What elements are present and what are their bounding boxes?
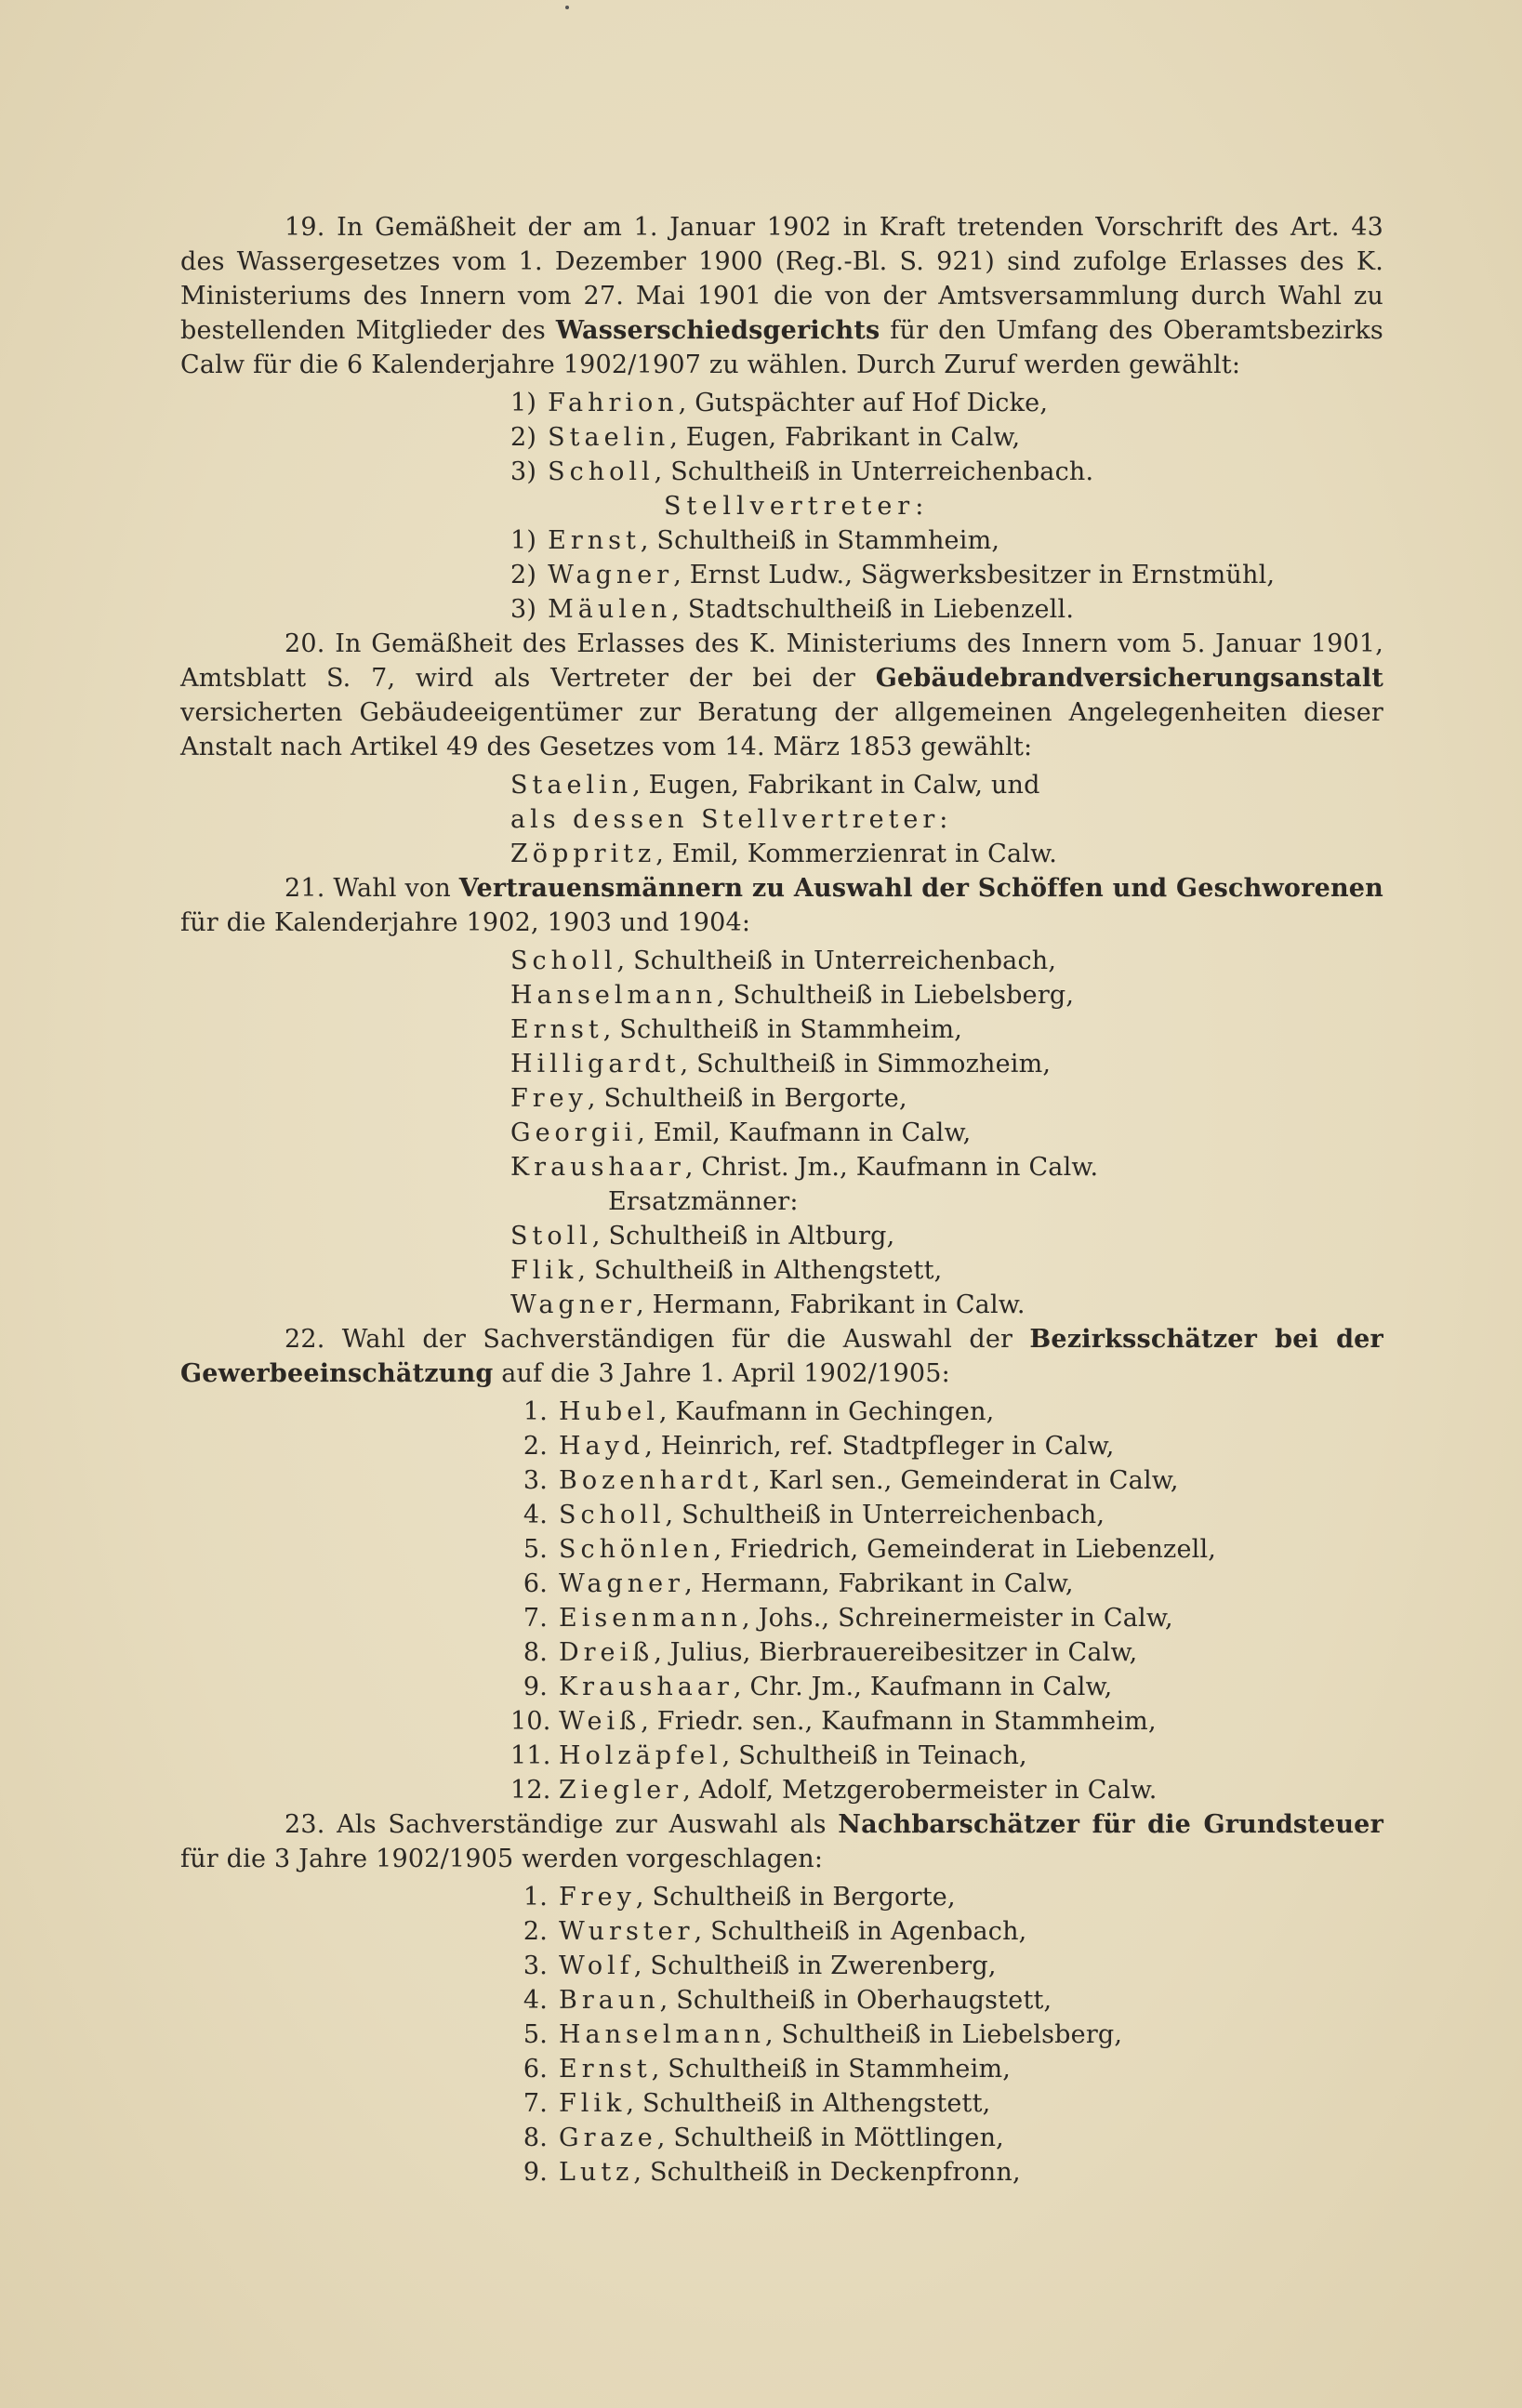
list-item	[510, 1601, 1383, 1635]
document-body	[180, 210, 1383, 2190]
list-rest: , Friedr. sen., Kaufmann in Stammheim,	[641, 1707, 1157, 1736]
list-rest: , Schultheiß in Althengstett,	[577, 1256, 943, 1285]
list-name: Bozenhardt	[559, 1466, 753, 1495]
list-name: Georgii	[510, 1118, 638, 1147]
list-name: Hanselmann	[510, 981, 717, 1010]
list-num: 10.	[510, 1707, 551, 1736]
list-num: 7.	[523, 2089, 548, 2118]
list-item	[510, 1670, 1383, 1704]
list-name: Stoll	[510, 1222, 592, 1250]
list-item	[510, 1914, 1383, 1949]
list-name: Lutz	[559, 2158, 634, 2187]
list-rest: , Schultheiß in Möttlingen,	[656, 2124, 1004, 2152]
list-num: 9.	[523, 2158, 548, 2187]
list-item	[510, 455, 1383, 489]
paragraph-20-bold: Gebäudebrandversicherungsanstalt	[875, 664, 1383, 693]
list-num: 12.	[510, 1776, 551, 1805]
list-num: 1)	[510, 526, 537, 555]
list-item	[510, 1116, 1383, 1150]
list-rest: , Schultheiß in Liebelsberg,	[764, 2020, 1123, 2049]
list-item	[510, 1081, 1383, 1116]
list-item	[510, 1635, 1383, 1670]
list-item	[510, 1219, 1383, 1253]
list-rest: , Hermann, Fabrikant in Calw,	[684, 1569, 1074, 1598]
list-item	[510, 2018, 1383, 2052]
list-num: 1)	[510, 389, 537, 417]
list-num: 8.	[523, 2124, 548, 2152]
paragraph-21	[180, 871, 1383, 940]
list-rest: , Schultheiß in Oberhaugstett,	[659, 1986, 1052, 2015]
list-num: 4.	[523, 1501, 548, 1529]
list-num: 3.	[523, 1466, 548, 1495]
list-name: Flik	[559, 2089, 627, 2118]
list-rest: , Ernst Ludw., Sägwerksbesitzer in Ernstmühl,	[673, 561, 1276, 589]
list-item	[510, 1532, 1383, 1567]
list-num: 11.	[510, 1741, 551, 1770]
list-name: Frey	[510, 1084, 588, 1113]
list-item	[510, 978, 1383, 1012]
list-name: Scholl	[510, 946, 617, 975]
list-item	[510, 558, 1383, 592]
list-item	[510, 1704, 1383, 1739]
list-num: 3)	[510, 595, 537, 624]
list-item	[510, 2086, 1383, 2121]
list-name: Frey	[559, 1883, 636, 1912]
list-item	[510, 1739, 1383, 1773]
list-item	[510, 420, 1383, 455]
list-name: Zöppritz	[510, 840, 656, 868]
paragraph-21-text-a: 21. Wahl von	[285, 874, 459, 903]
list-rest: , Gutspächter auf Hof Dicke,	[678, 389, 1049, 417]
list-rest: , Eugen, Fabrikant in Calw,	[669, 423, 1021, 452]
list-rest: , Schultheiß in Stammheim,	[640, 526, 1000, 555]
list-name: Ernst	[510, 1015, 603, 1044]
list-item	[510, 802, 1383, 837]
list-item	[510, 1498, 1383, 1532]
list-name: Ernst	[559, 2055, 652, 2084]
list-name: Ernst	[548, 526, 641, 555]
list-rest: , Johs., Schreinermeister in Calw,	[742, 1604, 1173, 1633]
list-name: Hilligardt	[510, 1050, 681, 1078]
list-item	[510, 1949, 1383, 1983]
list-rest: , Schultheiß in Unterreichenbach,	[616, 946, 1057, 975]
list-rest: , Schultheiß in Altburg,	[591, 1222, 895, 1250]
list-rest: , Hermann, Fabrikant in Calw.	[636, 1290, 1026, 1319]
list-rest: , Kaufmann in Gechingen,	[658, 1397, 995, 1426]
list-num: 2)	[510, 423, 537, 452]
list-num: 5.	[523, 2020, 548, 2049]
list-item	[510, 1150, 1383, 1184]
list-name: Kraushaar	[510, 1153, 685, 1182]
list-num: 7.	[523, 1604, 548, 1633]
list-rest: , Schultheiß in Liebelsberg,	[716, 981, 1075, 1010]
list-rest: , Eugen, Fabrikant in Calw, und	[632, 771, 1040, 800]
list-item	[510, 1567, 1383, 1601]
list-item	[510, 523, 1383, 558]
list-22	[180, 1395, 1383, 1807]
list-item	[510, 768, 1383, 802]
paragraph-23	[180, 1807, 1383, 1876]
list-item	[510, 1253, 1383, 1288]
paragraph-19	[180, 210, 1383, 382]
paragraph-20-text-b: versicherten Gebäudeeigentümer zur Beratung der allgemeinen Angelegenheiten dieser Anstalt nach Artikel 49 des Gesetzes vom 14. März 1853 gewählt:	[180, 698, 1383, 761]
paragraph-21-bold: Vertrauensmännern zu Auswahl der Schöffen und Geschworenen	[458, 874, 1383, 903]
list-item	[510, 1773, 1383, 1807]
list-item	[510, 386, 1383, 420]
list-name: Mäulen	[548, 595, 672, 624]
list-num: 3.	[523, 1952, 548, 1980]
list-rest: , Stadtschultheiß in Liebenzell.	[671, 595, 1075, 624]
list-20	[180, 768, 1383, 871]
list-item	[510, 592, 1383, 627]
list-rest: , Schultheiß in Althengstett,	[626, 2089, 991, 2118]
list-rest: , Emil, Kommerzienrat in Calw.	[655, 840, 1058, 868]
list-item	[510, 2052, 1383, 2086]
list-name: Staelin	[510, 771, 633, 800]
list-num: 1.	[523, 1883, 548, 1912]
list-item	[510, 944, 1383, 978]
list-name: Wurster	[559, 1917, 695, 1946]
list-name: Scholl	[548, 457, 655, 486]
list-name: Staelin	[548, 423, 670, 452]
deputy-heading-20: als dessen Stellvertreter:	[510, 805, 953, 834]
list-name: Wagner	[510, 1290, 637, 1319]
paragraph-19-text-b: für den Umfang des Oberamtsbezirks Calw für die 6 Kalenderjahre 1902/1907 zu wählen. Durch Zuruf werden gewählt:	[180, 316, 1383, 379]
list-rest: , Christ. Jm., Kaufmann in Calw.	[684, 1153, 1099, 1182]
list-name: Weiß	[559, 1707, 642, 1736]
list-rest: , Schultheiß in Stammheim,	[651, 2055, 1012, 2084]
paragraph-22	[180, 1322, 1383, 1391]
paragraph-23-bold: Nachbarschätzer für die Grundsteuer	[838, 1810, 1383, 1839]
list-item	[510, 1012, 1383, 1047]
list-rest: , Schultheiß in Agenbach,	[694, 1917, 1027, 1946]
paragraph-23-text-a: 23. Als Sachverständige zur Auswahl als	[285, 1810, 839, 1839]
list-rest: , Schultheiß in Unterreichenbach,	[665, 1501, 1105, 1529]
list-name: Hanselmann	[559, 2020, 765, 2049]
list-name: Hubel	[559, 1397, 659, 1426]
list-item	[510, 1288, 1383, 1322]
list-num: 2.	[523, 1917, 548, 1946]
substitutes-heading-21: Ersatzmänner:	[608, 1187, 799, 1216]
list-rest: , Schultheiß in Teinach,	[721, 1741, 1027, 1770]
paragraph-19-bold: Wasserschiedsgerichts	[555, 316, 880, 345]
list-name: Ziegler	[559, 1776, 683, 1805]
list-name: Eisenmann	[559, 1604, 743, 1633]
list-name: Scholl	[559, 1501, 666, 1529]
list-num: 9.	[523, 1673, 548, 1701]
list-num: 5.	[523, 1535, 548, 1564]
list-rest: , Adolf, Metzgerobermeister in Calw.	[682, 1776, 1158, 1805]
list-num: 2.	[523, 1432, 548, 1461]
list-name: Flik	[510, 1256, 578, 1285]
list-name: Schönlen	[559, 1535, 714, 1564]
list-rest: , Julius, Bierbrauereibesitzer in Calw,	[654, 1638, 1138, 1667]
list-item	[510, 837, 1383, 871]
list-rest: , Schultheiß in Bergorte,	[635, 1883, 956, 1912]
list-name: Wolf	[559, 1952, 634, 1980]
list-19-deputies	[180, 523, 1383, 627]
list-name: Holzäpfel	[559, 1741, 722, 1770]
list-num: 6.	[523, 1569, 548, 1598]
list-item	[510, 1395, 1383, 1429]
list-item	[510, 2121, 1383, 2155]
list-23	[180, 1880, 1383, 2190]
list-name: Braun	[559, 1986, 660, 2015]
list-item	[510, 1429, 1383, 1463]
list-19-members	[180, 386, 1383, 489]
list-num: 6.	[523, 2055, 548, 2084]
top-mark	[565, 6, 569, 9]
list-rest: , Schultheiß in Unterreichenbach.	[654, 457, 1094, 486]
list-rest: , Chr. Jm., Kaufmann in Calw,	[733, 1673, 1113, 1701]
paragraph-23-text-b: für die 3 Jahre 1902/1905 werden vorgeschlagen:	[180, 1845, 824, 1873]
paragraph-19-text-a: 19. In Gemäßheit der am 1. Januar 1902 in Kraft tretenden Vorschrift des Art. 43 des Wassergesetzes vom 1. Dezember 1900 (Reg.-Bl. S. 921) sind zufolge Erlasses des K. Ministeriums des Innern vom 27. Mai 1901 die von der Amtsversammlung durch Wahl zu bestellenden Mitglieder des	[180, 213, 1383, 345]
paragraph-20-text-a: 20. In Gemäßheit des Erlasses des K. Ministeriums des Innern vom 5. Januar 1901, Amtsblatt S. 7, wird als Vertreter der bei der	[180, 629, 1383, 693]
list-num: 2)	[510, 561, 537, 589]
list-item	[510, 2155, 1383, 2190]
list-rest: , Schultheiß in Zwerenberg,	[633, 1952, 997, 1980]
paragraph-22-text-b: auf die 3 Jahre 1. April 1902/1905:	[493, 1359, 950, 1388]
list-name: Kraushaar	[559, 1673, 734, 1701]
list-name: Wagner	[559, 1569, 685, 1598]
list-21-substitutes	[180, 1219, 1383, 1322]
list-21-members	[180, 944, 1383, 1184]
paragraph-21-text-b: für die Kalenderjahre 1902, 1903 und 1904:	[180, 908, 751, 937]
list-name: Fahrion	[548, 389, 679, 417]
list-rest: , Emil, Kaufmann in Calw,	[637, 1118, 972, 1147]
list-rest: , Karl sen., Gemeinderat in Calw,	[752, 1466, 1179, 1495]
deputies-heading-19: Stellvertreter:	[664, 492, 930, 521]
list-name: Hayd	[559, 1432, 645, 1461]
list-item	[510, 1880, 1383, 1914]
paragraph-22-text-a: 22. Wahl der Sachverständigen für die Auswahl der	[285, 1325, 1030, 1354]
list-num: 3)	[510, 457, 537, 486]
list-rest: , Heinrich, ref. Stadtpfleger in Calw,	[644, 1432, 1115, 1461]
list-rest: , Friedrich, Gemeinderat in Liebenzell,	[713, 1535, 1217, 1564]
list-num: 1.	[523, 1397, 548, 1426]
list-name: Dreiß	[559, 1638, 655, 1667]
list-item	[510, 1983, 1383, 2018]
list-item	[510, 1463, 1383, 1498]
list-name: Wagner	[548, 561, 674, 589]
list-rest: , Schultheiß in Stammheim,	[602, 1015, 963, 1044]
list-name: Graze	[559, 2124, 657, 2152]
list-rest: , Schultheiß in Bergorte,	[587, 1084, 907, 1113]
list-rest: , Schultheiß in Simmozheim,	[680, 1050, 1052, 1078]
list-item	[510, 1047, 1383, 1081]
list-rest: , Schultheiß in Deckenpfronn,	[633, 2158, 1021, 2187]
paragraph-20	[180, 627, 1383, 764]
list-num: 4.	[523, 1986, 548, 2015]
paragraph-22-bold: Bezirksschätzer bei der Gewerbeeinschätzung	[180, 1325, 1383, 1388]
list-num: 8.	[523, 1638, 548, 1667]
